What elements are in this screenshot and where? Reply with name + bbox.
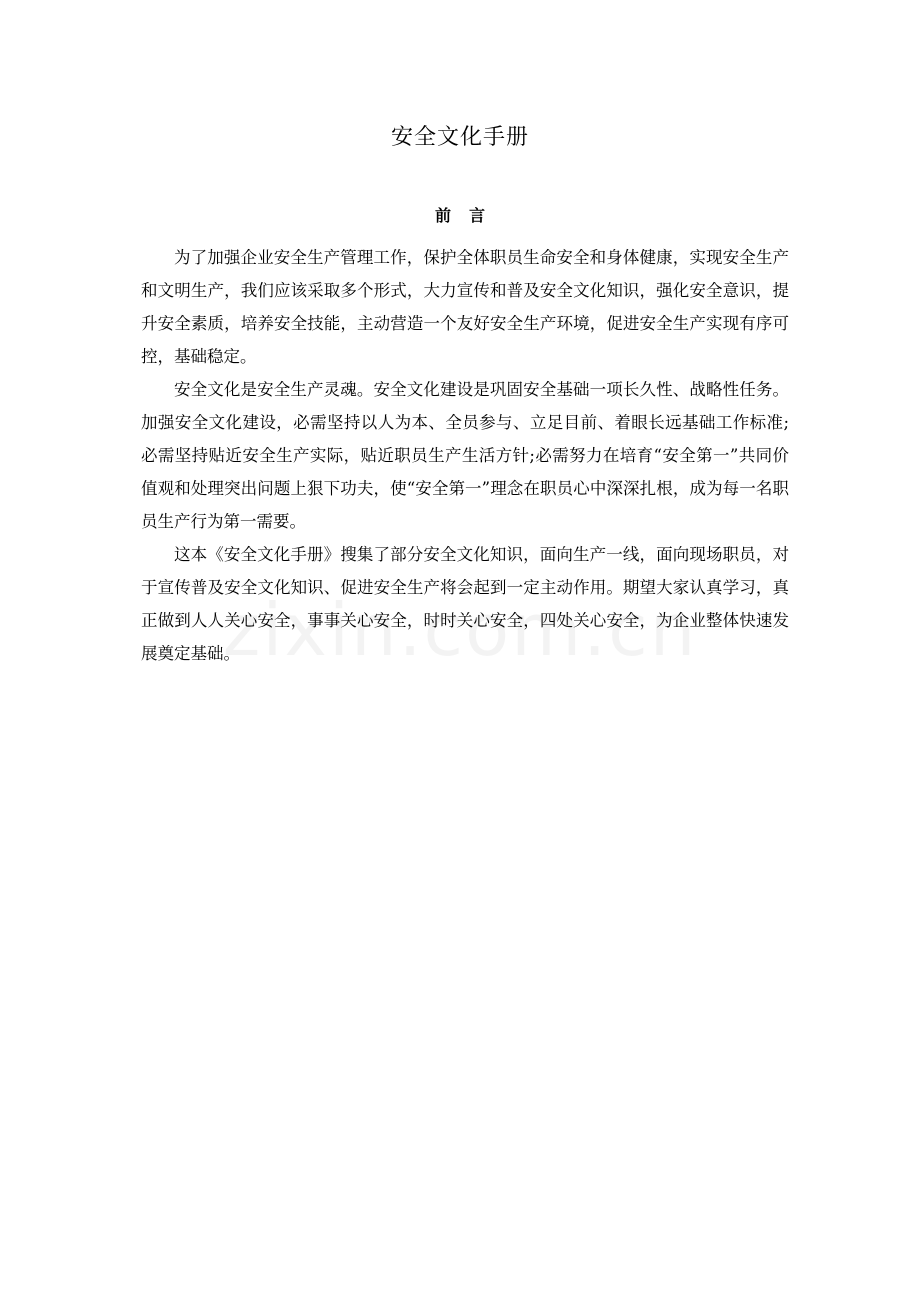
document-title: 安全文化手册 [390, 125, 529, 150]
preface-body [141, 241, 789, 670]
paragraph: 这本《安全文化手册》搜集了部分安全文化知识，面向生产一线，面向现场职员，对于宣传普及安全文化知识、促进安全生产将会起到一定主动作用。期望大家认真学习，真正做到人人关心安全，事事关心安全，时时关心安全，四处关心安全，为企业整体快速发展奠定基础。 [141, 545, 789, 663]
section-heading-preface: 前言 [434, 206, 503, 225]
paragraph: 为了加强企业安全生产管理工作，保护全体职员生命安全和身体健康，实现安全生产和文明生产，我们应该采取多个形式，大力宣传和普及安全文化知识，强化安全意识，提升安全素质，培养安全技能，主动营造一个友好安全生产环境，促进安全生产实现有序可控，基础稳定。 [141, 248, 789, 366]
paragraph: 安全文化是安全生产灵魂。安全文化建设是巩固安全基础一项长久性、战略性任务。加强安全文化建设，必需坚持以人为本、全员参与、立足目前、着眼长远基础工作标准;必需坚持贴近安全生产实际，贴近职员生产生活方针;必需努力在培育“安全第一”共同价值观和处理突出问题上狠下功夫，使“安全第一”理念在职员心中深深扎根，成为每一名职员生产行为第一需要。 [141, 380, 789, 531]
